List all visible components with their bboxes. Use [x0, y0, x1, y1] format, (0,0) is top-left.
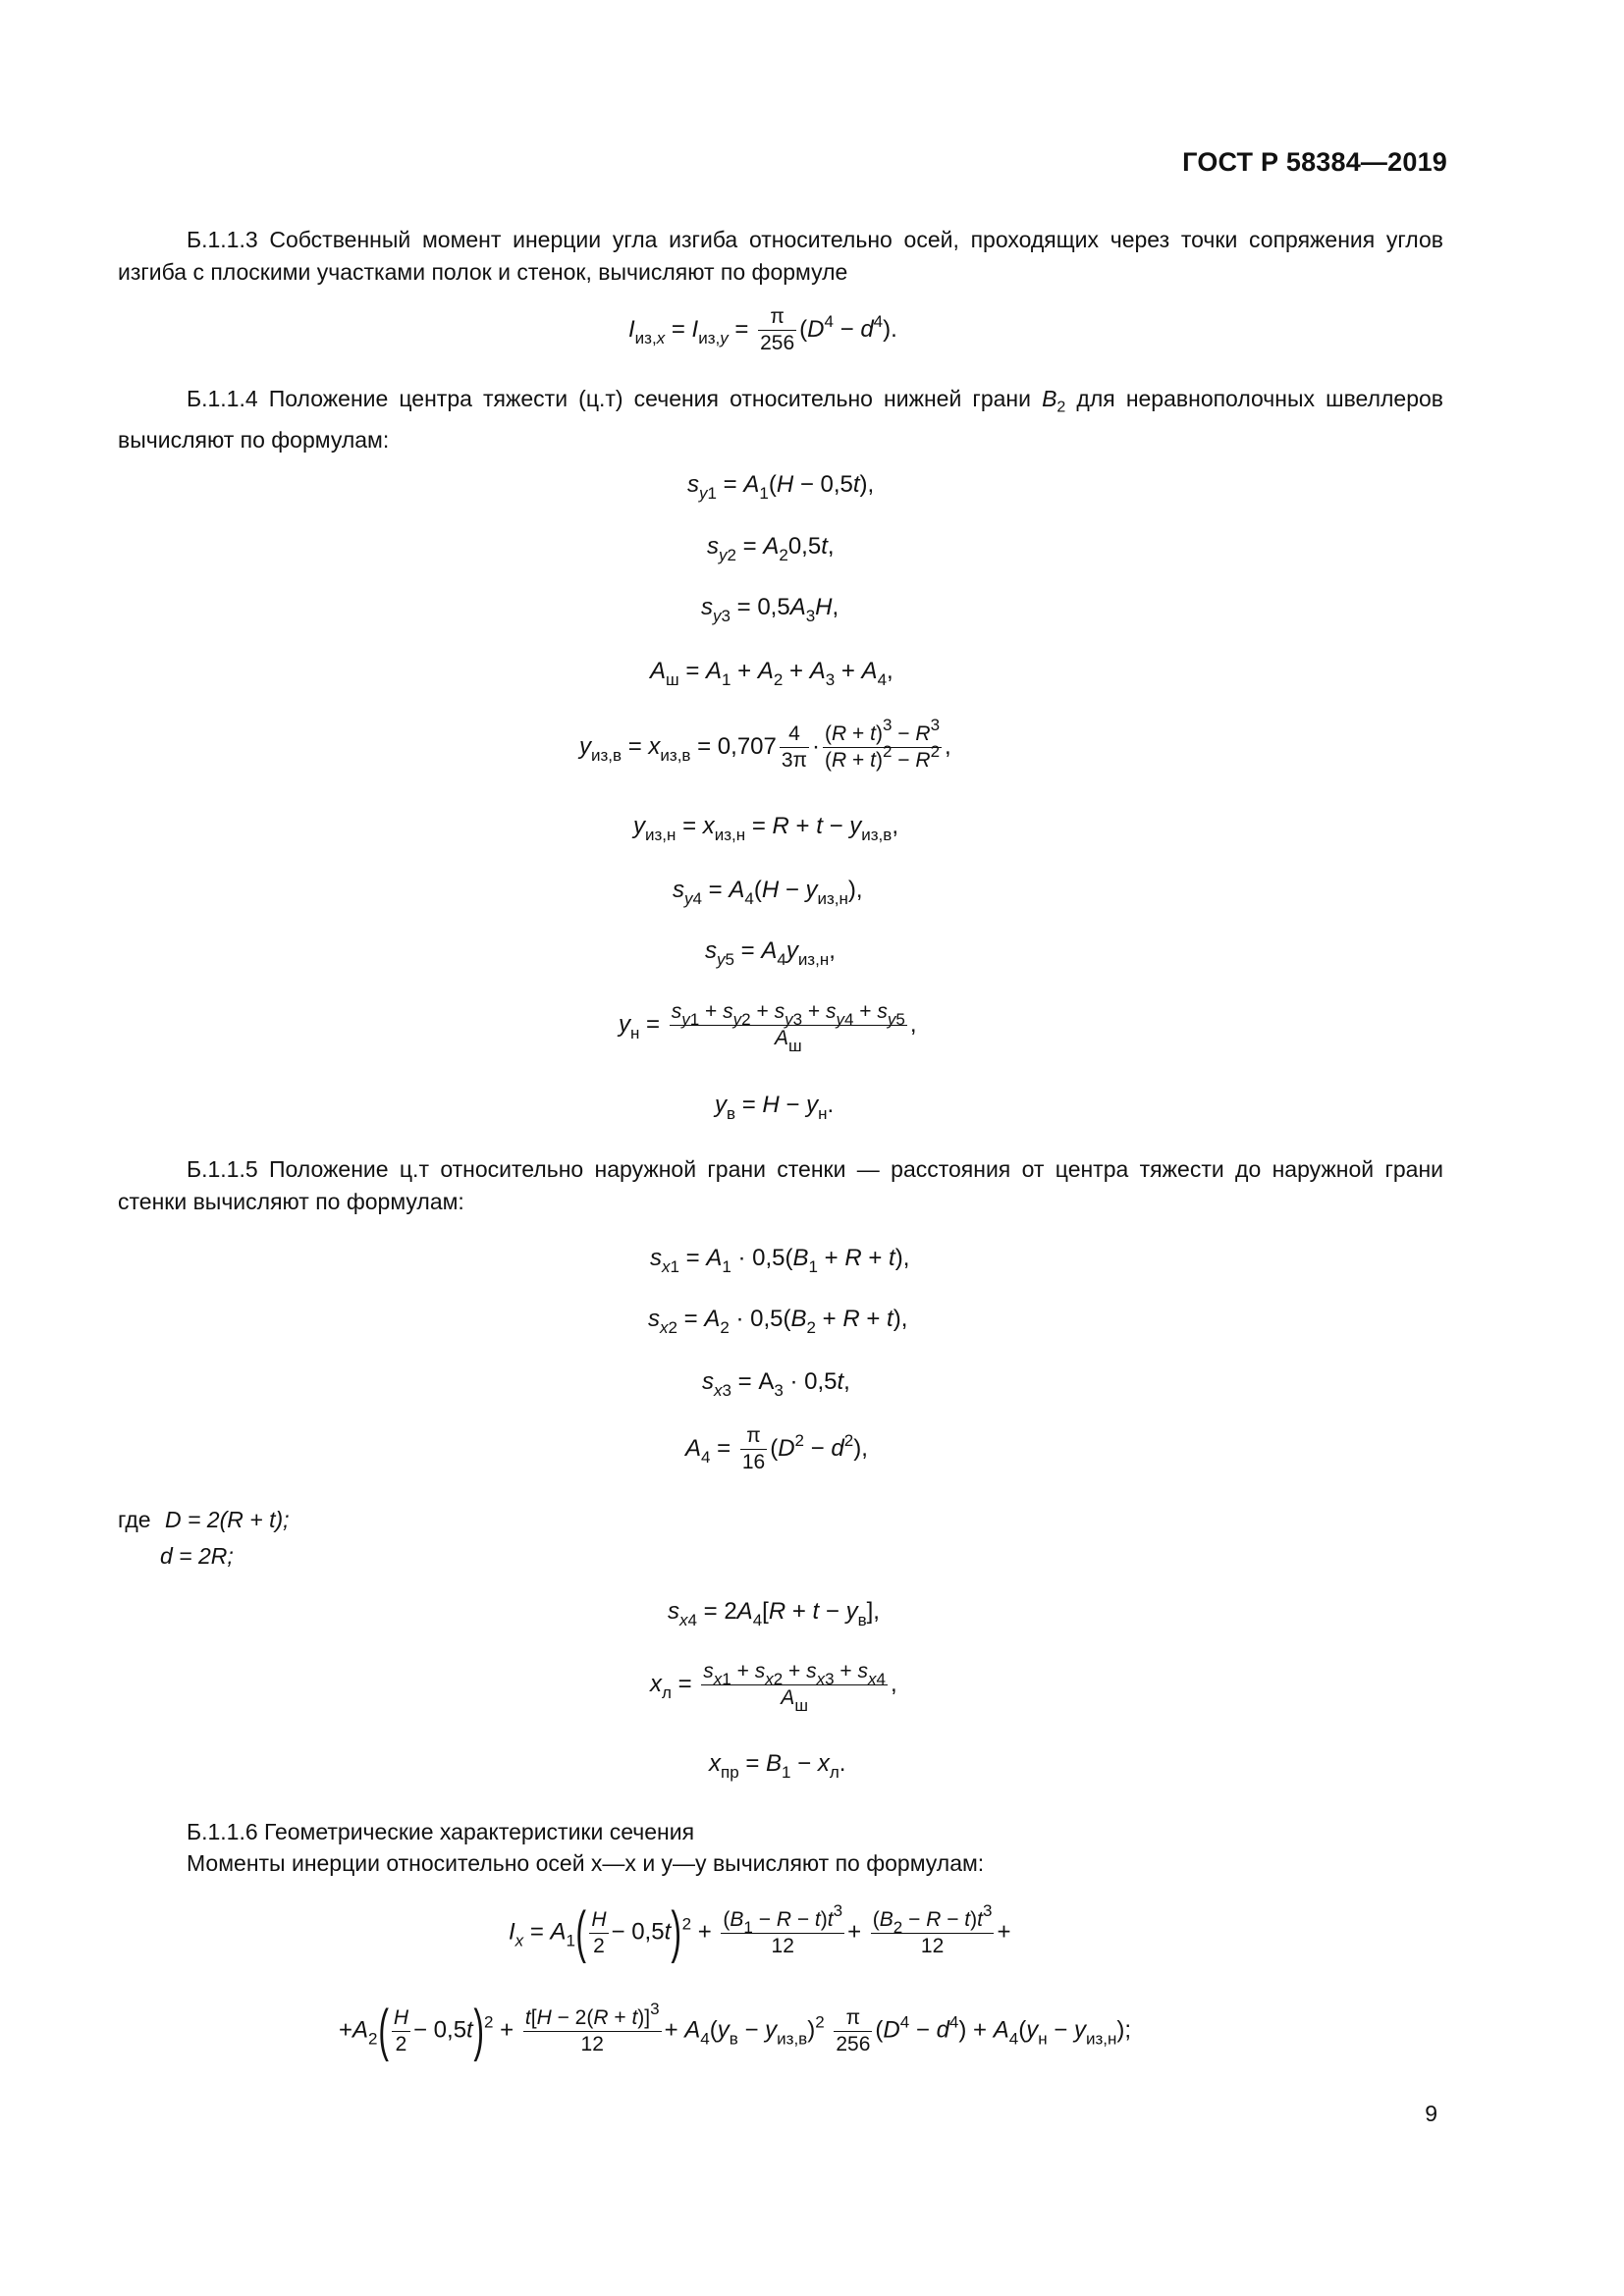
paragraph-b115: [118, 1153, 1443, 1218]
formula-y-v: $y_в = H - y_н$.: [715, 1092, 835, 1123]
where-d-cap: D = 2(R + t);: [164, 1507, 290, 1532]
formula-sx2: $s_{x2} = A_2 \cdot 0,5(B_2 + R + t)$,: [648, 1306, 908, 1337]
paragraph-b114: [118, 383, 1443, 456]
formula-sy2: $s_{y2} = A_20,5t$,: [707, 533, 835, 564]
paragraph-b116-body: [118, 1847, 1443, 1880]
formula-sy4: $s_{y4} = A_4(H - y_{из,н})$,: [673, 877, 863, 908]
document-header: ГОСТ Р 58384—2019: [1182, 147, 1447, 177]
paragraph-b116-title: Б.1.1.6 Геометрические характеристики сечения: [187, 1819, 695, 1844]
formula-x-pr: $x_{пр} = B_1 - x_л$.: [709, 1750, 846, 1782]
paragraph-b113-text: Б.1.1.3 Собственный момент инерции угла изгиба относительно осей, проходящих через точки сопряжения углов изгиба с плоскими участками полок и стенок, вычисляют по формуле: [118, 227, 1443, 285]
formula-y-bend-bottom: $y_{из,н} = x_{из,н} = R + t - y_{из,в}$,: [633, 813, 898, 844]
where-clause: [118, 1507, 290, 1533]
formula-y-bend-top: $y_{из,в} = x_{из,в} = 0,707$ $\frac{4}{3\pi}$ · $\frac{(R + t)^3 - R^3}{(R + t)^2 - R^2}$ ,: [579, 716, 951, 772]
paragraph-b116-text: Моменты инерции относительно осей x—x и y—y вычисляют по формулам:: [187, 1850, 985, 1876]
formula-x-l: $x_л$ = $\frac{s_{x1} + s_{x2} + s_{x3} + s_{x4}}{A_ш}$ ,: [650, 1660, 897, 1715]
paragraph-b116: [118, 1816, 1443, 1848]
formula-sx1: $s_{x1} = A_1 \cdot 0,5(B_1 + R + t)$,: [650, 1245, 910, 1276]
formula-ix-line1: $I_x = A_1$( $\frac{H}{2}$ − 0,5t)$^2$ + $\frac{(B_1 - R - t)t^3}{12}$ + $\frac{(B_2 - R - t)t^3}{12}$ +: [509, 1900, 1011, 1964]
formula-sy3: $s_{y3} = 0,5A_3H$,: [701, 594, 839, 625]
formula-ix-line2: $+A_2$( $\frac{H}{2}$ − 0,5t)$^2$ + $\frac{t[H - 2(R + t)]^3}{12}$ + $A_4(y_в - y_{из,в})^2$ $\frac{\pi}{256}$ $(D^4 - d^4) + A_4(y_н - y_{из,н})$;: [339, 1999, 1132, 2062]
paragraph-b114-text-b: для неравнополочных швеллеров вычисляют по формулам:: [118, 386, 1444, 453]
paragraph-b114-sub: 2: [1056, 399, 1066, 416]
formula-a4: $A_4$ = $\frac{\pi}{16}$ $(D^2 - d^2)$,: [685, 1424, 868, 1473]
formula-i-bend: $I_{из,x} = I_{из,y}$ = $\frac{\pi}{256}$ $(D^4 - d^4)$.: [628, 305, 897, 354]
paragraph-b115-text: Б.1.1.5 Положение ц.т относительно наружной грани стенки — расстояния от центра тяжести до наружной грани стенки вычисляют по формулам:: [118, 1156, 1443, 1214]
formula-sy5: $s_{y5} = A_4y_{из,н}$,: [705, 937, 836, 969]
formula-sx3: $s_{x3} = А_3 \cdot 0,5t$,: [702, 1368, 850, 1400]
paragraph-b113: [118, 224, 1443, 289]
formula-sy1: $s_{y1} = A_1(H - 0,5t)$,: [687, 471, 875, 503]
paragraph-b114-var: B: [1042, 386, 1057, 411]
formula-a-sh: $A_ш = A_1 + A_2 + A_3 + A_4$,: [650, 658, 893, 689]
where-d-small: d = 2R;: [160, 1543, 234, 1569]
paragraph-b114-text-a: Б.1.1.4 Положение центра тяжести (ц.т) сечения относительно нижней грани: [187, 386, 1031, 411]
formula-sx4: $s_{x4} = 2A_4[R + t - y_в]$,: [668, 1598, 880, 1629]
where-label: где: [118, 1507, 151, 1532]
page-number: 9: [1425, 2101, 1437, 2126]
formula-y-n: $y_н$ = $\frac{s_{y1} + s_{y2} + s_{y3} + s_{y4} + s_{y5}}{A_ш}$ ,: [619, 1000, 917, 1055]
